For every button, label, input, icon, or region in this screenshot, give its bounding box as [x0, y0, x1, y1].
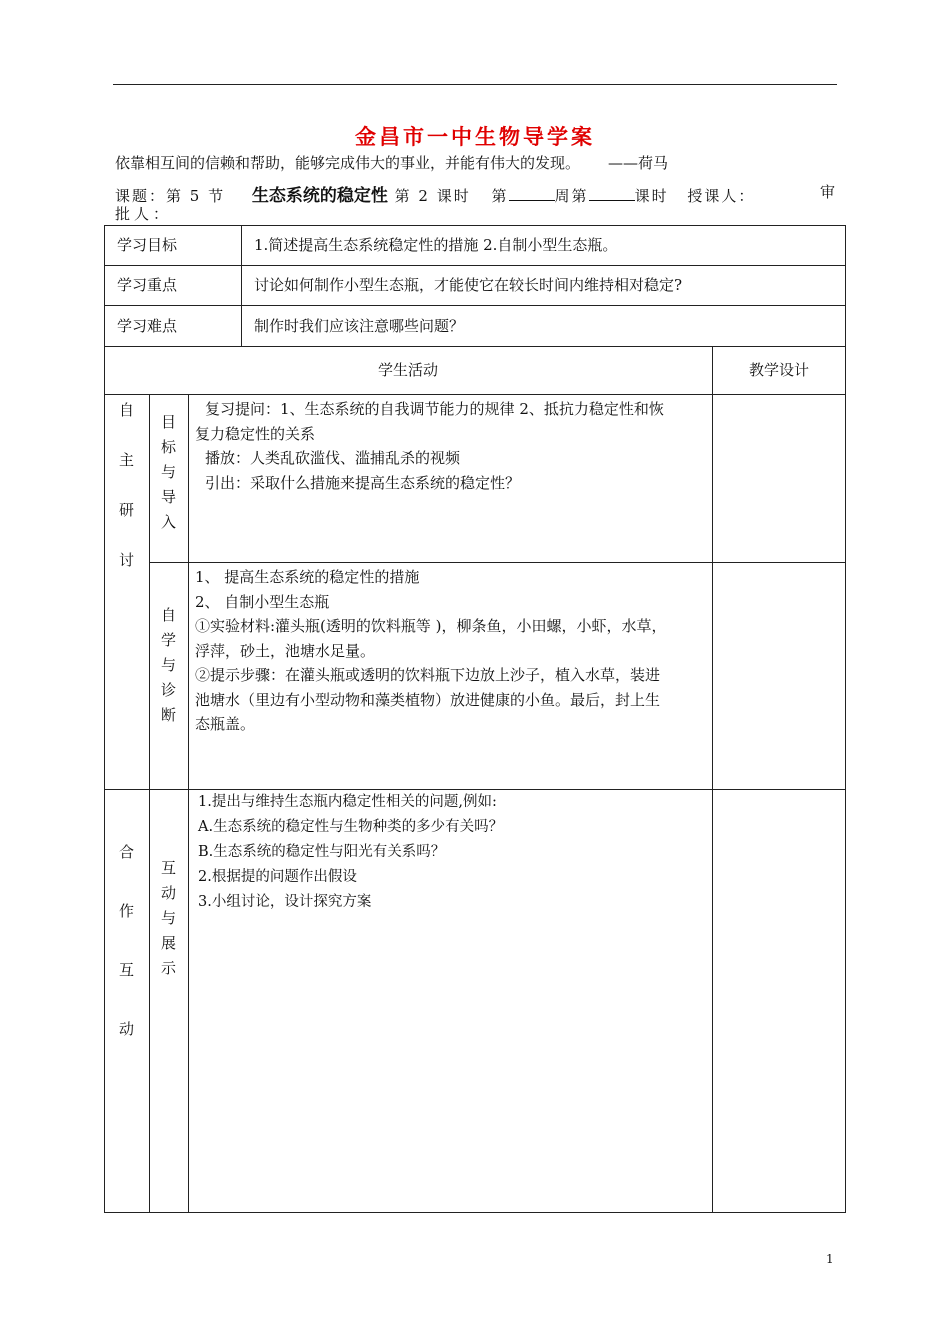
materials-line-cont: 浮萍，砂土，池塘水足量。	[195, 641, 376, 660]
steps-line-end: 态瓶盖。	[195, 715, 256, 733]
row-divider	[104, 305, 846, 306]
teaching-design-header: 教学设计	[748, 361, 809, 379]
difficulty-content: 制作时我们应该注意哪些问题？	[254, 317, 465, 335]
week-suffix: 周第	[554, 187, 589, 205]
page-number: 1	[826, 1252, 834, 1266]
materials-line: ①实验材料:灌头瓶(透明的饮料瓶等 )，柳条鱼，小田螺，小虾，水草，	[195, 617, 667, 635]
header-rule	[113, 84, 837, 85]
focus-content: 讨论如何制作小型生态瓶，才能使它在较长时间内维持相对稳定?	[254, 276, 683, 294]
session-label: 第 2 课时	[394, 187, 471, 205]
focus-label: 学习重点	[117, 276, 178, 294]
subsection-self-diagnosis-label: 自 学 与 诊 断	[160, 606, 176, 724]
lesson-blank[interactable]	[589, 188, 635, 201]
self-diagnosis-content	[195, 565, 709, 737]
hypothesis-step: 2.根据提的问题作出假设	[198, 869, 357, 885]
lesson-topic: 生态系统的稳定性	[251, 186, 388, 206]
motto-quote	[115, 152, 668, 173]
subsection-goal-intro-label: 目 标 与 导 入	[160, 413, 176, 531]
question-b: B.生态系统的稳定性与阳光有关系吗？	[198, 844, 446, 860]
quote-author: ——荷马	[608, 154, 669, 172]
review-question: 复习提问：1、生态系统的自我调节能力的规律 2、抵抗力稳定性和恢	[205, 400, 664, 418]
steps-line-cont: 池塘水（里边有小型动物和藻类植物）放进健康的小鱼。最后，封上生	[195, 690, 661, 709]
student-activity-header: 学生活动	[377, 361, 438, 379]
week-blank[interactable]	[509, 188, 555, 201]
course-prefix: 课题：第 5 节	[115, 187, 226, 205]
lesson-info-row	[115, 181, 839, 206]
row-divider	[149, 562, 846, 563]
question-prompt: 1.提出与维持生态瓶内稳定性相关的问题,例如:	[198, 794, 497, 810]
measure-item: 1、 提高生态系统的稳定性的措施	[195, 568, 420, 586]
difficulty-label: 学习难点	[117, 317, 178, 335]
video-note: 播放：人类乱砍滥伐、滥捕乱杀的视频	[205, 449, 461, 467]
review-label-right: 审	[820, 183, 836, 201]
teacher-label: 授课人：	[687, 187, 756, 205]
lead-question: 引出：采取什么措施来提高生态系统的稳定性？	[205, 473, 521, 492]
goal-intro-content	[195, 397, 709, 495]
review-label: 批人：	[115, 205, 173, 223]
steps-line: ②提示步骤：在灌头瓶或透明的饮料瓶下边放上沙子，植入水草，装进	[195, 666, 661, 684]
document-title: 金昌市一中生物导学案	[355, 125, 595, 149]
section-cooperation-label: 合 作 互 动	[118, 843, 134, 1038]
col-divider	[188, 394, 189, 1213]
subsection-interaction-label: 互 动 与 展 示	[160, 859, 176, 977]
quote-text: 依靠相互间的信赖和帮助，能够完成伟大的事业，并能有伟大的发现。	[115, 154, 581, 172]
week-label: 第	[491, 187, 509, 205]
row-divider	[104, 346, 846, 347]
discussion-step: 3.小组讨论，设计探究方案	[198, 894, 372, 910]
row-divider	[104, 265, 846, 266]
row-divider	[104, 394, 846, 395]
goal-content: 1.简述提高生态系统稳定性的措施 2.自制小型生态瓶。	[254, 236, 618, 254]
goal-label: 学习目标	[117, 236, 178, 254]
col-divider	[712, 346, 713, 1213]
review-question-cont: 复力稳定性的关系	[195, 424, 316, 443]
lesson-suffix: 课时	[634, 187, 669, 205]
section-self-study-label: 自 主 研 讨	[118, 401, 134, 569]
question-a: A.生态系统的稳定性与生物种类的多少有关吗？	[198, 819, 504, 835]
col-divider	[241, 225, 242, 346]
bottle-item: 2、 自制小型生态瓶	[195, 592, 330, 611]
interaction-content	[198, 790, 708, 915]
